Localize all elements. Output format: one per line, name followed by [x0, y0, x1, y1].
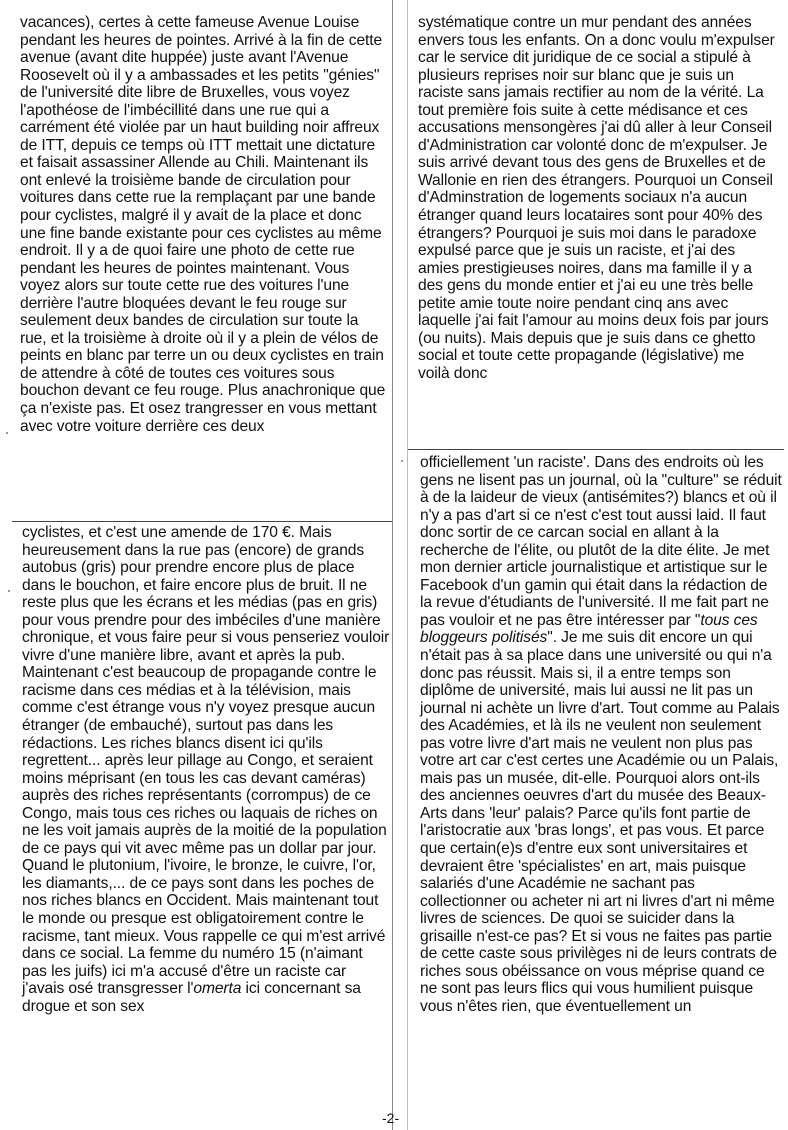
left-column-lower-text	[22, 524, 390, 1015]
italic-term: omerta	[193, 980, 242, 998]
paste-up-cut-line-right	[408, 449, 784, 450]
paragraph	[420, 454, 782, 1016]
paragraph: systématique contre un mur pendant des années envers tous les enfants. On a donc voulu m'expulser car le service dit juridique de ce social a stipulé à plusieurs reprises noir sur blanc que je suis un raciste sans jamais rectifier au nom de la vérité. La tout première fois suite à cette médisance et ces accusations mensongères j'ai dû aller à leur Conseil d'Administration car volonté donc de m'expulser. Je suis arrivé devant tous des gens de Bruxelles et de Wallonie en rien des étrangers. Pourquoi un Conseil d'Adminstration de logements sociaux n'a aucun étranger quand leurs locataires sont pour 40% des étrangers? Pourquoi je suis moi dans le paradoxe expulsé parce que je suis un raciste, et j'ai des amies prestigieuses noires, dans ma famille il y a des gens du monde entier et j'ai eu une très belle petite amie toute noire pendant cinq ans avec laquelle j'ai fait l'amour au moins deux fois par jours (ou nuits). Mais depuis que je suis dans ce ghetto social et toute cette propagande (législative) me voilà donc	[418, 14, 775, 382]
text-run: officiellement 'un raciste'. Dans des endroits où les gens ne lisent pas un journal, où la "culture" se réduit à de la laideur de vieux (antisémites?) blancs et où il n'y a pas d'art si ce n'est c'est tout aussi laid. Il faut donc sortir de ce carcan social en allant à la recherche de l'élite, ou plutôt de la dite élite. Je met mon dernier article journalistique et artistique sur le Facebook d'un gamin qui était dans la rédaction de la revue d'étudiants de l'université. Il me fait part ne pas vouloir et ne pas être intéresser par "	[420, 454, 782, 629]
left-column-upper-text	[20, 14, 388, 435]
scan-speck	[6, 432, 8, 434]
column-divider-left	[392, 0, 393, 1130]
text-run: ". Je me suis dit encore un qui n'était pas à sa place dans une université ou qui n'a donc pas réussit. Mais si, il a entre temps son diplôme de université, mais lui aussi ne lit pas un journal ni achète un livre d'art. Tout comme au Palais des Académies, et là ils ne veulent non seulement pas votre livre d'art mais ne veulent non plus pas votre art car c'est certes une Académie ou un Palais, mais pas un musée, dit-elle. Pourquoi alors ont-ils des anciennes oeuvres d'art du musée des Beaux-Arts dans 'leur' palais? Parce qu'ils font partie de l'aristocratie aux 'bras longs', et pas vous. Et parce que certain(e)s d'entre eux sont universitaires et devraient être 'spécialistes' en art, mais puisque salariés d'une Académie ne sachant pas collectionner ou acheter ni art ni livres d'art ni même livres de sciences. De quoi se suicider dans la grisaille n'est-ce pas? Et si vous ne faites pas partie de cette caste sous privilèges ni de leurs contrats de riches sous obéissance on vous méprise quand ce ne sont pas leurs flics qui vous humilient puisque vous n'êtes rien, que éventuellement un	[420, 629, 780, 1015]
text-run: cyclistes, et c'est une amende de 170 €. Mais heureusement dans la rue pas (encore) de grands autobus (gris) pour prendre encore plus de place dans le bouchon, et faire encore plus de bruit. Il ne reste plus que les écrans et les médias (pas en gris) pour vous prendre pour des imbéciles d'une manière chronique, et vous faire peur si vous penseriez vouloir vivre d'une manière libre, avant et après la pub. Maintenant c'est beaucoup de propagande contre le racisme dans ces médias et à la télévision, mais comme c'est étrange vous n'y voyez presque aucun étranger (de embauché), surtout pas dans les rédactions. Les riches blancs disent ici qu'ils regrettent... après leur pillage au Congo, et seraient moins méprisant (en tous les cas devant caméras) auprès des riches représentants (corrompus) de ce Congo, mais tous ces riches ou laquais de riches on ne les voit jamais auprès de la moitié de la population de ce pays qui vit avec même pas un dollar par jour. Quand le plutonium, l'ivoire, le bronze, le cuivre, l'or, les diamants,... de ce pays sont dans les poches de nos riches blancs en Occident. Mais maintenant tout le monde ou presque est obligatoirement contre le racisme, tant mieux. Vous rappelle ce qui m'est arrivé dans ce social. La femme du numéro 15 (n'aimant pas les juifs) ici m'a accusé d'être un raciste car j'avais osé transgresser l'	[22, 524, 390, 998]
italic-quote: tous ces bloggeurs politisés	[420, 611, 758, 647]
page-number: -2-	[382, 1110, 400, 1126]
paragraph: vacances), certes à cette fameuse Avenue Louise pendant les heures de pointes. Arrivé à la fin de cette avenue (avant dite huppée) juste avant l'Avenue Roosevelt où il y a ambassades et les petits "génies" de l'université dite libre de Bruxelles, vous voyez l'apothéose de l'imbécillité dans une rue qui a carrément été violée par un haut building noir affreux de ITT, depuis ce temps où ITT mettait une dictature et faisait assassiner Allende au Chili. Maintenant ils ont enlevé la troisième bande de circulation pour voitures dans cette rue la remplaçant par une bande pour cyclistes, malgré il y avait de la place et donc une fine bande existante pour ces cyclistes au même endroit. Il y a de quoi faire une photo de cette rue pendant les heures de pointes maintenant. Vous voyez alors sur toute cette rue des voitures l'une derrière l'autre bloquées devant le feu rouge sur seulement deux bandes de circulation sur toute la rue, et la troisième à droite où il y a plein de vélos de peints en blanc par terre un ou deux cyclistes en train de attendre à côté de toutes ces voitures sous bouchon devant ce feu rouge. Plus anachronique que ça n'existe pas. Et osez trangresser en vous mettant avec votre voiture derrière ces deux	[20, 14, 386, 435]
right-column-lower-text	[420, 454, 782, 1016]
paste-up-cut-line-left	[12, 521, 392, 522]
column-divider-right	[407, 0, 408, 1130]
paragraph	[22, 524, 390, 1015]
right-column-upper-text	[418, 14, 780, 382]
text-run: ici concernant sa drogue et son sex	[22, 980, 361, 1015]
scan-speck	[8, 590, 10, 592]
scan-speck	[401, 460, 403, 462]
